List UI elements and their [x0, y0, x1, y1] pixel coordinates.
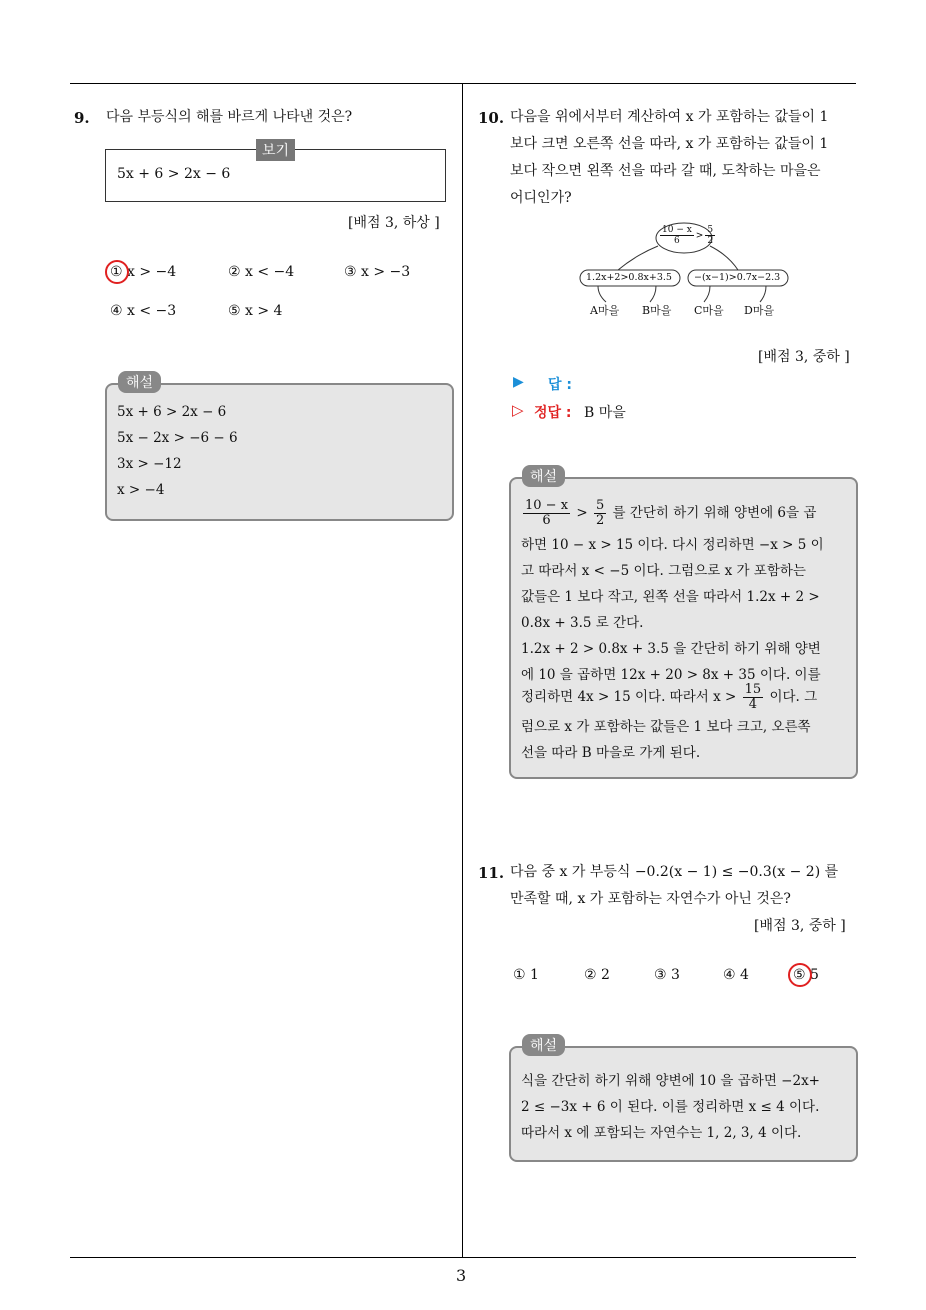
- q9-choice-2[interactable]: ② x < −4: [228, 264, 295, 280]
- q10-diagram-right-node: −(x−1)>0.7x−2.3: [694, 272, 781, 283]
- q10-village-a: A마을: [590, 304, 620, 317]
- q9-number: 9.: [74, 109, 90, 127]
- q10-correct-value: B 마을: [584, 405, 626, 421]
- q10-text-line: 어디인가?: [510, 190, 572, 206]
- q10-village-c: C마을: [694, 304, 724, 317]
- q10-explanation-line: 선을 따라 B 마을로 가게 된다.: [521, 745, 701, 761]
- q10-answer-arrow-icon: ▶: [513, 374, 524, 390]
- q10-explanation-line: 정리하면 4x > 15 이다. 따라서 x > $\frac{15}{4}$ 이다. 그: [521, 682, 818, 712]
- q10-explanation-line: 0.8x + 3.5 로 간다.: [521, 615, 644, 631]
- q10-explanation-line: $\frac{10 - x}{6}$ > $\frac{5}{2}$ 를 간단히 하기 위해 양변에 6을 곱: [525, 498, 817, 528]
- q10-correct-label: 정답 :: [534, 405, 572, 421]
- q10-answer-label: 답 :: [548, 377, 572, 393]
- q11-choice-2[interactable]: ② 2: [584, 967, 610, 983]
- q9-choice-4[interactable]: ④ x < −3: [110, 303, 177, 319]
- top-rule: [70, 83, 856, 84]
- q9-explanation-line: 5x − 2x > −6 − 6: [117, 430, 238, 446]
- q11-meta: [배점 3, 중하 ]: [754, 918, 846, 934]
- column-divider: [462, 83, 463, 1258]
- q11-choice-1[interactable]: ① 1: [513, 967, 539, 983]
- q11-choice-4[interactable]: ④ 4: [723, 967, 749, 983]
- q10-meta: [배점 3, 중하 ]: [758, 349, 850, 365]
- q10-diagram-left-node: 1.2x+2>0.8x+3.5: [586, 272, 672, 283]
- q10-text-line: 보다 크면 오른쪽 선을 따라, x 가 포함하는 값들이 1: [510, 136, 829, 152]
- q10-explanation-line: 에 10 을 곱하면 12x + 20 > 8x + 35 이다. 이를: [521, 667, 821, 683]
- q11-text-line: 다음 중 x 가 부등식 −0.2(x − 1) ≤ −0.3(x − 2) 를: [510, 864, 839, 880]
- q9-explanation-line: x > −4: [117, 482, 165, 498]
- q9-bogi-label: 보기: [256, 139, 295, 161]
- q10-explanation-line: 럼으로 x 가 포함하는 값들은 1 보다 크고, 오른쪽: [521, 719, 811, 735]
- q10-text-line: 다음을 위에서부터 계산하여 x 가 포함하는 값들이 1: [510, 109, 829, 125]
- q9-choice-5[interactable]: ⑤ x > 4: [228, 303, 283, 319]
- q9-text: 다음 부등식의 해를 바르게 나타낸 것은?: [106, 109, 353, 125]
- q10-correct-arrow-icon: ▷: [512, 401, 524, 419]
- q9-explanation-line: 5x + 6 > 2x − 6: [117, 404, 227, 420]
- q10-number: 10.: [478, 109, 505, 127]
- q10-explanation-line: 고 따라서 x < −5 이다. 그럼으로 x 가 포함하는: [521, 563, 806, 579]
- q10-flow-diagram: [576, 220, 796, 320]
- q9-bogi-content: 5x + 6 > 2x − 6: [117, 166, 231, 182]
- q9-answer-circle: [105, 260, 129, 284]
- q9-explanation-line: 3x > −12: [117, 456, 182, 472]
- q9-choice-3[interactable]: ③ x > −3: [344, 264, 411, 280]
- q10-explanation-line: 하면 10 − x > 15 이다. 다시 정리하면 −x > 5 이: [521, 537, 824, 553]
- bottom-rule: [70, 1257, 856, 1258]
- q9-meta: [배점 3, 하상 ]: [348, 215, 440, 231]
- q11-choice-3[interactable]: ③ 3: [654, 967, 680, 983]
- q10-explanation-label: 해설: [522, 465, 565, 487]
- q10-diagram-top-node: $\frac{10 - x}{6}$ > $\frac{5}{2}$: [662, 225, 714, 246]
- q9-choice-1[interactable]: ① x > −4: [110, 264, 177, 280]
- q11-number: 11.: [478, 864, 505, 882]
- q11-answer-circle: [788, 963, 812, 987]
- q11-explanation-label: 해설: [522, 1034, 565, 1056]
- q9-explanation-label: 해설: [118, 371, 161, 393]
- q11-text-line: 만족할 때, x 가 포함하는 자연수가 아닌 것은?: [510, 891, 791, 907]
- q10-explanation-line: 값들은 1 보다 작고, 왼쪽 선을 따라서 1.2x + 2 >: [521, 589, 820, 605]
- q11-explanation-line: 따라서 x 에 포함되는 자연수는 1, 2, 3, 4 이다.: [521, 1125, 802, 1141]
- q10-village-d: D마을: [744, 304, 775, 317]
- q10-explanation-line: 1.2x + 2 > 0.8x + 3.5 을 간단히 하기 위해 양변: [521, 641, 821, 657]
- page-number: 3: [456, 1266, 467, 1285]
- q11-explanation-line: 식을 간단히 하기 위해 양변에 10 을 곱하면 −2x+: [521, 1073, 820, 1089]
- q11-choice-5[interactable]: ⑤ 5: [793, 967, 819, 983]
- q10-text-line: 보다 작으면 왼쪽 선을 따라 갈 때, 도착하는 마을은: [510, 163, 821, 179]
- q11-explanation-line: 2 ≤ −3x + 6 이 된다. 이를 정리하면 x ≤ 4 이다.: [521, 1099, 820, 1115]
- q10-village-b: B마을: [642, 304, 672, 317]
